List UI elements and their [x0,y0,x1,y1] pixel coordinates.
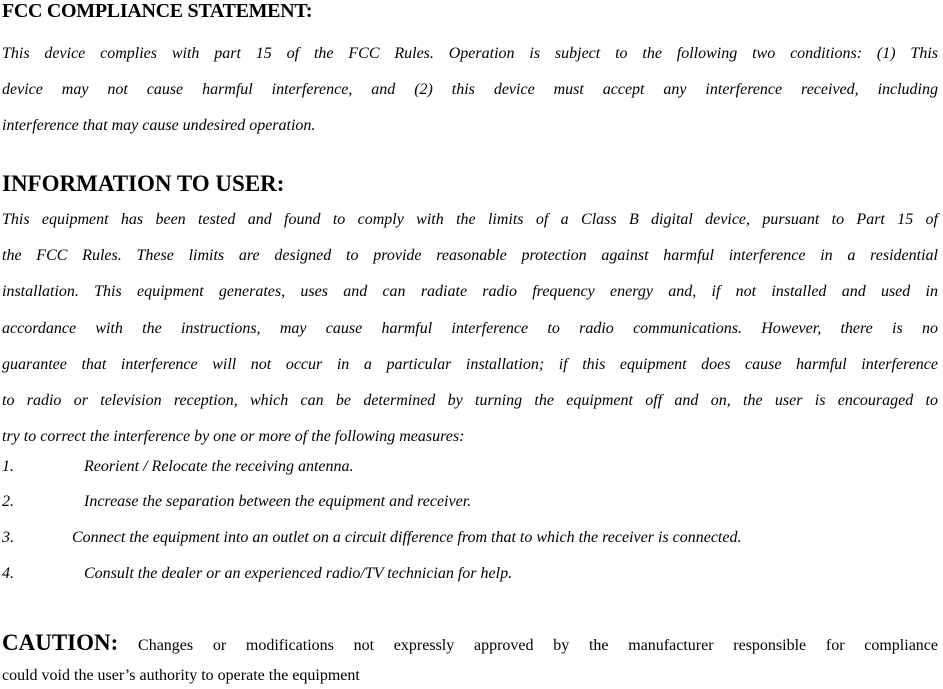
fcc-compliance-paragraph [2,36,938,144]
info-line: installation. This equipment generates, uses and can radiate radio frequency energy and, if not installed and used in [2,283,938,301]
info-line: to radio or television reception, which can be determined by turning the equipment off and on, the user is encouraged to [2,392,938,410]
caution-text-1: Changes or modifications not expressly approved by the manufacturer responsible for compliance [138,637,939,654]
measure-text: Reorient / Relocate the receiving antenna. [84,458,354,475]
fcc-compliance-heading: FCC COMPLIANCE STATEMENT: [2,0,313,22]
fcc-line: This device complies with part 15 of the FCC Rules. Operation is subject to the following two conditions: (1) This [2,45,938,62]
information-to-user-heading: INFORMATION TO USER: [2,171,285,196]
info-line: This equipment has been tested and found to comply with the limits of a Class B digital device, pursuant to Part 15 of [2,211,938,228]
info-line: accordance with the instructions, may cause harmful interference to radio communications. However, there is no [2,319,938,337]
measure-text: Increase the separation between the equipment and receiver. [84,493,472,510]
caution-label: CAUTION: [2,630,119,655]
measure-text: Connect the equipment into an outlet on a circuit difference from that to which the receiver is connected. [72,529,742,546]
caution-paragraph [2,626,938,689]
info-line: the FCC Rules. These limits are designed to provide reasonable protection against harmful interference in a residential [2,247,938,265]
caution-line-1 [2,626,938,663]
caution-line-2: could void the user’s authority to operate the equipment [2,667,360,684]
measure-number: 1. [2,458,14,475]
info-line: try to correct the interference by one or more of the following measures: [2,428,465,446]
fcc-line: device may not cause harmful interference, and (2) this device must accept any interference received, including [2,81,938,98]
measure-number: 3. [2,529,14,546]
measure-text: Consult the dealer or an experienced radio/TV technician for help. [84,565,513,582]
measure-number: 2. [2,493,14,510]
measure-number: 4. [2,565,14,582]
info-line: guarantee that interference will not occur in a particular installation; if this equipment does cause harmful interference [2,355,938,373]
fcc-line: interference that may cause undesired operation. [2,117,316,134]
information-paragraph [2,202,938,455]
